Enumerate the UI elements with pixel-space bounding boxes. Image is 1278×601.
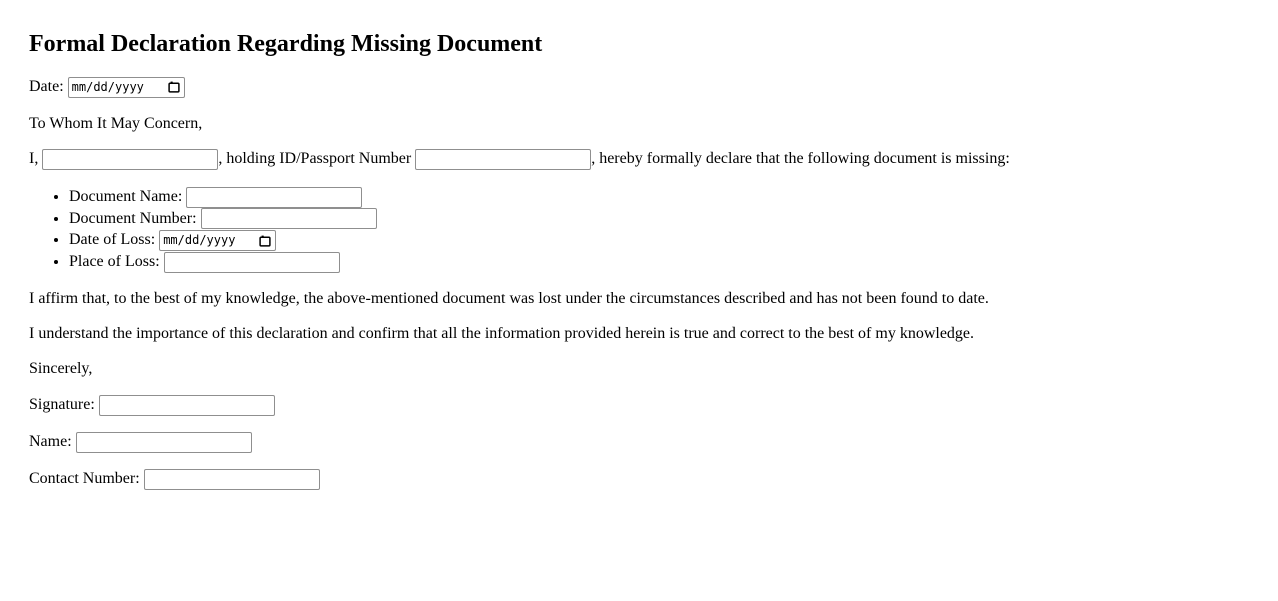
id-passport-number-input[interactable] (415, 149, 591, 170)
list-item (69, 251, 1249, 273)
place-of-loss-label: Place of Loss: (69, 253, 160, 271)
calendar-icon (168, 81, 180, 93)
date-label: Date: (29, 77, 64, 95)
document-number-label: Document Number: (69, 209, 197, 227)
date-of-loss-input[interactable] (159, 230, 276, 251)
declaration-part3: , hereby formally declare that the following document is missing: (591, 149, 1010, 167)
date-placeholder: mm/dd/yyyy (71, 79, 144, 94)
date-row (29, 77, 1249, 98)
list-item (69, 186, 1249, 208)
full-name-input[interactable] (42, 149, 218, 170)
affirmation-paragraph: I affirm that, to the best of my knowledge, the above-mentioned document was lost under the circumstances described and has not been found to date. (29, 290, 989, 308)
list-item (69, 208, 1249, 230)
declaration-sentence (29, 149, 1249, 170)
document-name-input[interactable] (186, 187, 362, 208)
declaration-part1: I, (29, 149, 43, 167)
date-of-loss-label: Date of Loss: (69, 231, 156, 249)
name-row (29, 432, 1249, 453)
list-item (69, 229, 1249, 251)
contact-number-input[interactable] (144, 469, 320, 490)
salutation: To Whom It May Concern, (29, 114, 203, 132)
date-input[interactable] (68, 77, 185, 98)
contact-row (29, 469, 1249, 490)
signature-row (29, 395, 1249, 416)
declaration-part2: , holding ID/Passport Number (218, 149, 416, 167)
confirmation-paragraph: I understand the importance of this declaration and confirm that all the information provided herein is true and correct to the best of my knowledge. (29, 325, 975, 343)
name-input[interactable] (76, 432, 252, 453)
place-of-loss-input[interactable] (164, 252, 340, 273)
document-name-label: Document Name: (69, 187, 183, 205)
document-number-input[interactable] (201, 208, 377, 229)
closing: Sincerely, (29, 360, 93, 378)
signature-input[interactable] (99, 395, 275, 416)
date-placeholder: mm/dd/yyyy (163, 232, 236, 247)
name-label: Name: (29, 432, 72, 450)
calendar-icon (259, 235, 271, 247)
contact-number-label: Contact Number: (29, 469, 140, 487)
document-details-list (29, 186, 1249, 273)
signature-label: Signature: (29, 395, 95, 413)
page-title: Formal Declaration Regarding Missing Document (29, 31, 543, 57)
